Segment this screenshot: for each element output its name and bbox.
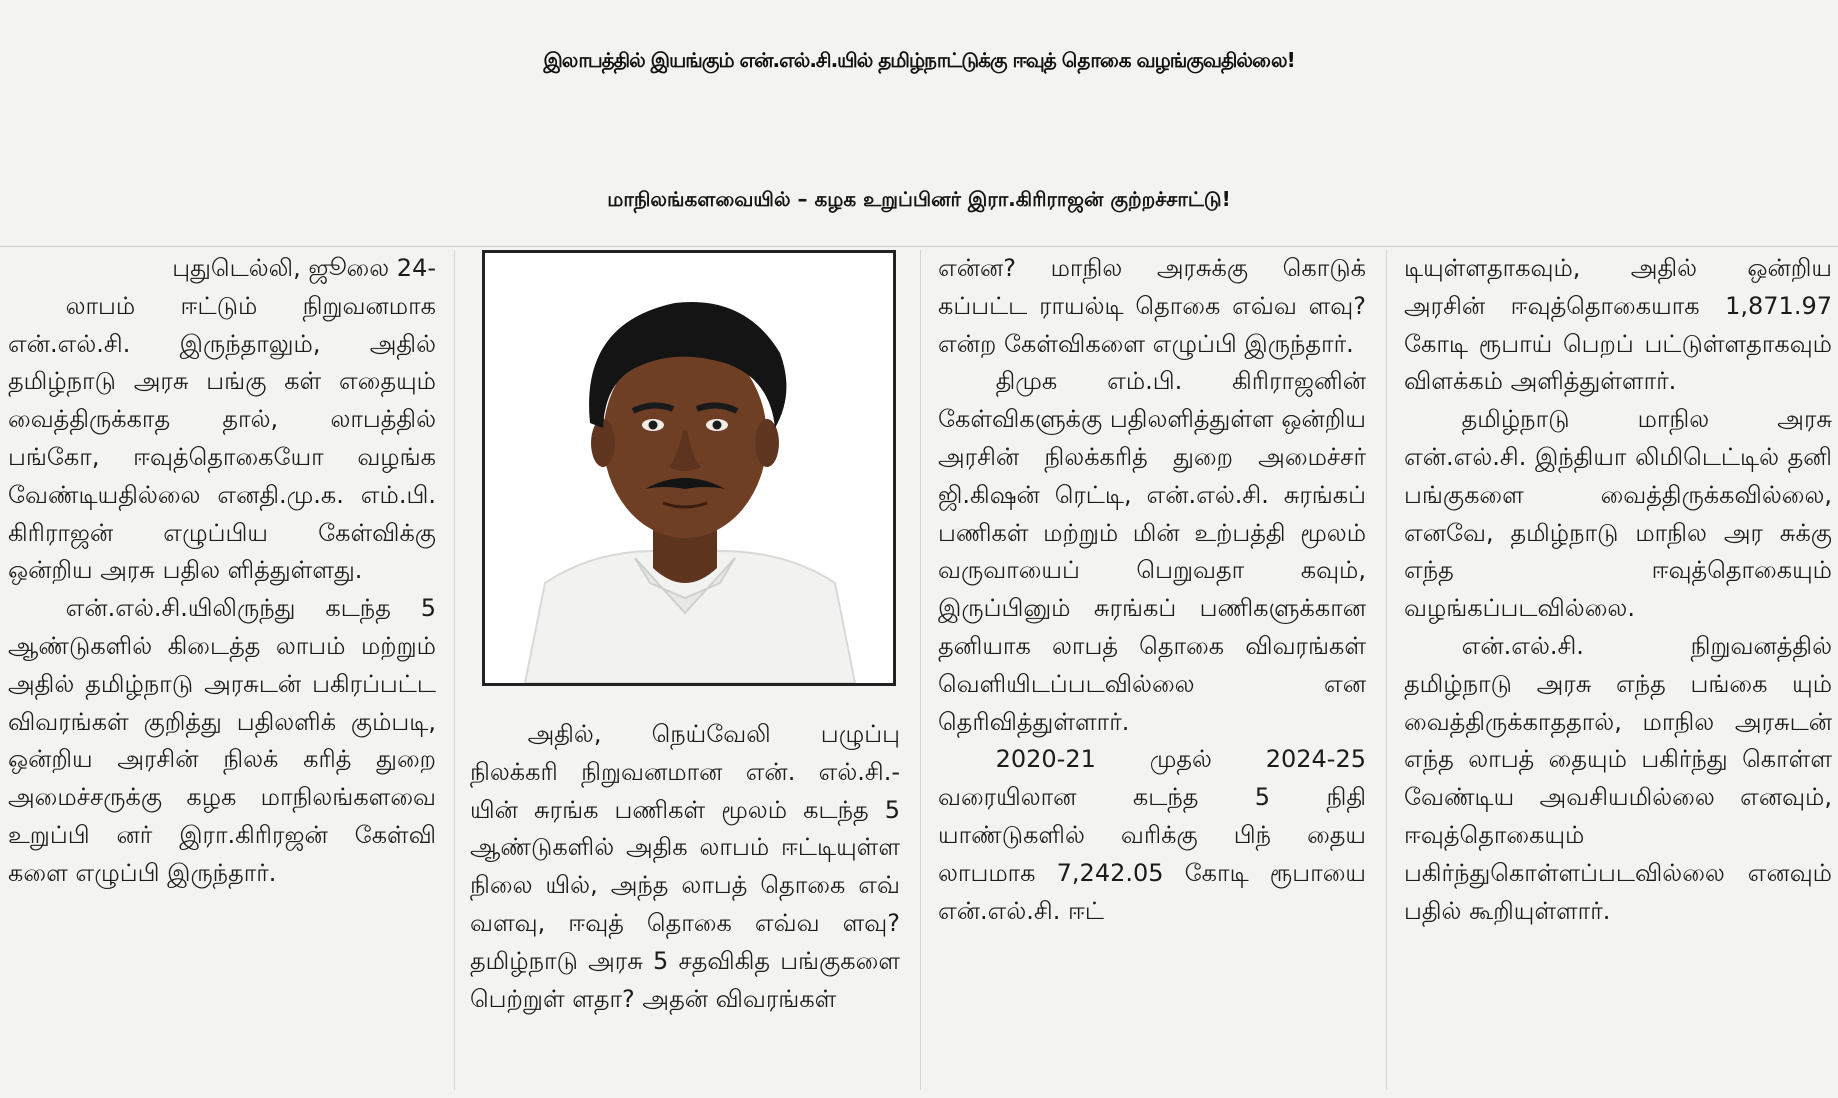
paragraph: 2020-21 முதல் 2024-25 வரையிலான கடந்த 5 நிதி யாண்டுகளில் வரிக்கு பிந் தைய லாபமாக 7,242.05 கோடி ரூபாயை என்.எல்.சி. ஈட் <box>938 745 1366 925</box>
divider-rule <box>0 246 1838 247</box>
paragraph: டியுள்ளதாகவும், அதில் ஒன்றிய அரசின் ஈவுத்தொகையாக 1,871.97 கோடி ரூபாய் பெறப் பட்டுள்ளதாகவும் விளக்கம் அளித்துள்ளார். <box>1404 254 1832 396</box>
portrait-photo <box>482 250 896 686</box>
dateline: புதுடெல்லி, ஜூலை 24- <box>172 254 436 282</box>
subheadline: மாநிலங்களவையில் – கழக உறுப்பினர் இரா.கிரிராஜன் குற்றச்சாட்டு! <box>607 186 1231 211</box>
column-divider <box>454 250 455 1090</box>
paragraph: என்ன? மாநில அரசுக்கு கொடுக் கப்பட்ட ராயல்டி தொகை எவ்வ ளவு? என்ற கேள்விகளை எழுப்பி இருந்தார். <box>938 254 1366 358</box>
portrait-illustration <box>485 253 893 683</box>
article-column-3 <box>938 250 1366 1090</box>
paragraph: என்.எல்.சி. நிறுவனத்தில் தமிழ்நாடு அரசு எந்த பங்கை யும் வைத்திருக்காததால், மாநில அரசுடன் எந்த லாபத் தையும் பகிர்ந்து கொள்ள வேண்டிய அவசியமில்லை எனவும், ஈவுத்தொகையும் பகிர்ந்துகொள்ளப்படவில்லை எனவும் பதில் கூறியுள்ளார். <box>1404 631 1832 925</box>
column-divider <box>920 250 921 1090</box>
article-column-1 <box>8 250 436 1090</box>
paragraph: லாபம் ஈட்டும் நிறுவனமாக என்.எல்.சி. இருந்தாலும், அதில் தமிழ்நாடு அரசு பங்கு கள் எதையும் வைத்திருக்காத தால், லாபத்தில் பங்கோ, ஈவுத்தொகையோ வழங்க வேண்டியதில்லை எனதி.மு.க. எம்.பி. கிரிராஜன் எழுப்பிய கேள்விக்கு ஒன்றிய அரசு பதில ளித்துள்ளது. <box>8 291 436 585</box>
article-column-4 <box>1404 250 1832 1090</box>
paragraph: என்.எல்.சி.யிலிருந்து கடந்த 5 ஆண்டுகளில் கிடைத்த லாபம் மற்றும் அதில் தமிழ்நாடு அரசுடன் பகிரப்பட்ட விவரங்கள் குறித்து பதிலளிக் கும்படி, ஒன்றிய அரசின் நிலக் கரித் துறை அமைச்சருக்கு கழக மாநிலங்களவை உறுப்பி னர் இரா.கிரிரஜன் கேள்வி களை எழுப்பி இருந்தார். <box>8 594 436 887</box>
article-column-2 <box>470 716 900 1091</box>
paragraph: திமுக எம்.பி. கிரிராஜனின் கேள்விகளுக்கு பதிலளித்துள்ள ஒன்றிய அரசின் நிலக்கரித் துறை அமைச்சர் ஜி.கிஷன் ரெட்டி, என்.எல்.சி. சுரங்கப் பணிகள் மற்றும் மின் உற்பத்தி மூலம் வருவாயைப் பெறுவதா கவும், இருப்பினும் சுரங்கப் பணிகளுக்கான தனியாக லாபத் தொகை விவரங்கள் வெளியிடப்படவில்லை என தெரிவித்துள்ளார். <box>938 367 1366 736</box>
headline: இலாபத்தில் இயங்கும் என்.எல்.சி.யில் தமிழ்நாட்டுக்கு ஈவுத் தொகை வழங்குவதில்லை! <box>543 47 1295 72</box>
paragraph: அதில், நெய்வேலி பழுப்பு நிலக்கரி நிறுவனமான என். எல்.சி.-யின் சுரங்க பணிகள் மூலம் கடந்த 5 ஆண்டுகளில் அதிக லாபம் ஈட்டியுள்ள நிலை யில், அந்த லாபத் தொகை எவ் வளவு, ஈவுத் தொகை எவ்வ ளவு? தமிழ்நாடு அரசு 5 சதவிகித பங்குகளை பெற்றுள் ளதா? அதன் விவரங்கள் <box>470 720 900 1013</box>
column-divider <box>1386 250 1387 1090</box>
paragraph: தமிழ்நாடு மாநில அரசு என்.எல்.சி. இந்தியா லிமிடெட்டில் தனி பங்குகளை வைத்திருக்கவில்லை, எனவே, தமிழ்நாடு மாநில அர சுக்கு எந்த ஈவுத்தொகையும் வழங்கப்படவில்லை. <box>1404 405 1832 623</box>
